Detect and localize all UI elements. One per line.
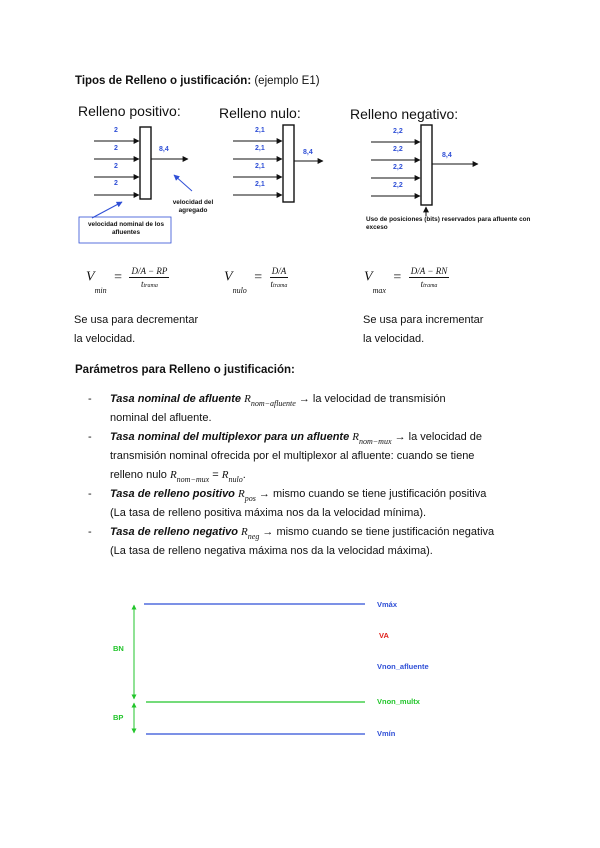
param-text: (La tasa de relleno negativa máxima nos da la velocidad máxima). <box>110 545 433 557</box>
diagram-relleno-positivo <box>78 103 218 248</box>
label-vnon-multx: Vnon_multx <box>377 697 420 706</box>
denominator: ttrama <box>270 279 288 289</box>
arrow: → <box>258 488 270 500</box>
label-bn: BN <box>113 644 124 653</box>
param-item <box>88 390 528 428</box>
label-va: VA <box>379 631 389 640</box>
param-text: mismo cuando se tiene justificación positiva <box>272 488 487 500</box>
param-symbol: R <box>244 393 251 405</box>
note-velocidad-agregado: velocidad del agregado <box>172 199 214 214</box>
bullet-dash: - <box>88 393 92 405</box>
formula-sub: min <box>94 285 107 295</box>
formula-sub: max <box>372 285 386 295</box>
param-text: transmisión nominal ofrecida por el multiplexor al afluente: cuando se tiene <box>110 450 475 462</box>
eq-op: = <box>212 469 219 481</box>
param-symbol: R <box>352 431 359 443</box>
input-rate: 2,2 <box>393 128 403 135</box>
heading-bold: Tipos de Relleno o justificación: <box>75 75 252 87</box>
bullet-dash: - <box>88 526 92 538</box>
eq-end: . <box>242 469 246 481</box>
fraction <box>409 266 449 289</box>
param-subscript: neg <box>247 532 260 541</box>
input-rate: 2,1 <box>255 163 265 170</box>
fraction <box>129 266 169 289</box>
param-subscript: nom−afluente <box>250 399 296 408</box>
label-vnon-afluente: Vnon_afluente <box>377 662 429 671</box>
param-text: (La tasa de relleno positiva máxima nos da la velocidad mínima). <box>110 507 427 519</box>
diagram-relleno-negativo <box>350 106 535 236</box>
eq-rhs: R <box>221 469 229 481</box>
param-text: mismo cuando se tiene justificación negativa <box>276 526 495 538</box>
heading-normal: (ejemplo E1) <box>251 75 320 87</box>
note-velocidad-afluentes: velocidad nominal de los afluentes <box>88 221 164 236</box>
param-subscript: pos <box>244 494 256 503</box>
param-item <box>88 428 528 485</box>
input-rate: 2,1 <box>255 127 265 134</box>
param-term: Tasa de relleno negativo <box>110 526 238 538</box>
numerator: D/A − RP <box>131 266 168 276</box>
formula-vmin: $V_{min}$ = $\frac{D/A - RP}{\text{ttrama}}$ <box>86 266 168 295</box>
bullet-dash: - <box>88 488 92 500</box>
input-rate: 2,2 <box>393 182 403 189</box>
params-list <box>88 390 528 561</box>
input-rate: 2 <box>114 163 118 170</box>
param-text: nominal del afluente. <box>110 412 212 424</box>
param-text: la velocidad de <box>408 431 483 443</box>
param-item <box>88 485 528 523</box>
numerator: D/A <box>271 266 287 276</box>
diagram-title: Relleno negativo: <box>350 106 459 122</box>
diagram-title: Relleno positivo: <box>78 103 181 119</box>
input-rate: 2 <box>114 127 118 134</box>
param-term: Tasa nominal de afluente <box>110 393 242 405</box>
section-heading-params: Parámetros para Relleno o justificación: <box>75 364 295 376</box>
arrow: → <box>394 431 406 443</box>
formula-vnulo: $V_{nulo}$ = $\frac{D/A}{\text{ttrama}}$ <box>224 266 288 295</box>
note-posiciones-reservadas: Uso de posiciones (bits) reservados para afluente con exceso <box>366 216 531 231</box>
eq-lhs: R <box>169 469 177 481</box>
param-text: la velocidad de transmisión <box>312 393 446 405</box>
note-line: Se usa para incrementar <box>363 314 484 326</box>
input-rate: 2,2 <box>393 146 403 153</box>
note-decrementar <box>74 311 198 349</box>
note-line: Se usa para decrementar <box>74 314 199 326</box>
note-incrementar <box>363 311 483 349</box>
note-line: la velocidad. <box>363 333 425 345</box>
input-rate: 2,2 <box>393 164 403 171</box>
arrow: → <box>298 393 310 405</box>
fraction <box>270 266 289 289</box>
param-subscript: nom−mux <box>359 437 392 446</box>
formula-vmax: $V_{max}$ = $\frac{D/A - RN}{\text{ttrama}}$ <box>364 266 448 295</box>
label-vmax: Vmáx <box>377 600 398 609</box>
note-line: la velocidad. <box>74 333 136 345</box>
formula-var: V <box>364 269 373 285</box>
param-symbol: R <box>241 526 248 538</box>
eq-rhs-sub: nulo <box>228 475 243 484</box>
section-heading-types <box>75 75 320 87</box>
denominator: ttrama <box>420 279 438 289</box>
output-rate: 8,4 <box>303 149 313 156</box>
param-text: relleno nulo <box>110 469 167 481</box>
input-rate: 2,1 <box>255 145 265 152</box>
param-term: Tasa nominal del multiplexor para un afluente <box>110 431 350 443</box>
numerator: D/A − RN <box>410 266 448 276</box>
label-bp: BP <box>113 713 124 722</box>
param-symbol: R <box>237 488 245 500</box>
diagram-relleno-nulo <box>219 105 329 205</box>
param-term: Tasa de relleno positivo <box>110 488 235 500</box>
eq-lhs-sub: nom−mux <box>176 475 210 484</box>
output-rate: 8,4 <box>159 146 169 153</box>
formula-var: V <box>224 269 233 285</box>
formula-sub: nulo <box>232 285 247 295</box>
label-vmin: Vmín <box>377 729 396 738</box>
input-rate: 2 <box>114 145 118 152</box>
bullet-dash: - <box>88 431 92 443</box>
arrow: → <box>262 526 274 538</box>
param-item <box>88 523 528 561</box>
input-rate: 2 <box>114 180 118 187</box>
denominator: ttrama <box>140 279 158 289</box>
diagram-title: Relleno nulo: <box>219 105 301 121</box>
formula-var: V <box>86 269 95 285</box>
output-rate: 8,4 <box>442 152 452 159</box>
input-rate: 2,1 <box>255 181 265 188</box>
